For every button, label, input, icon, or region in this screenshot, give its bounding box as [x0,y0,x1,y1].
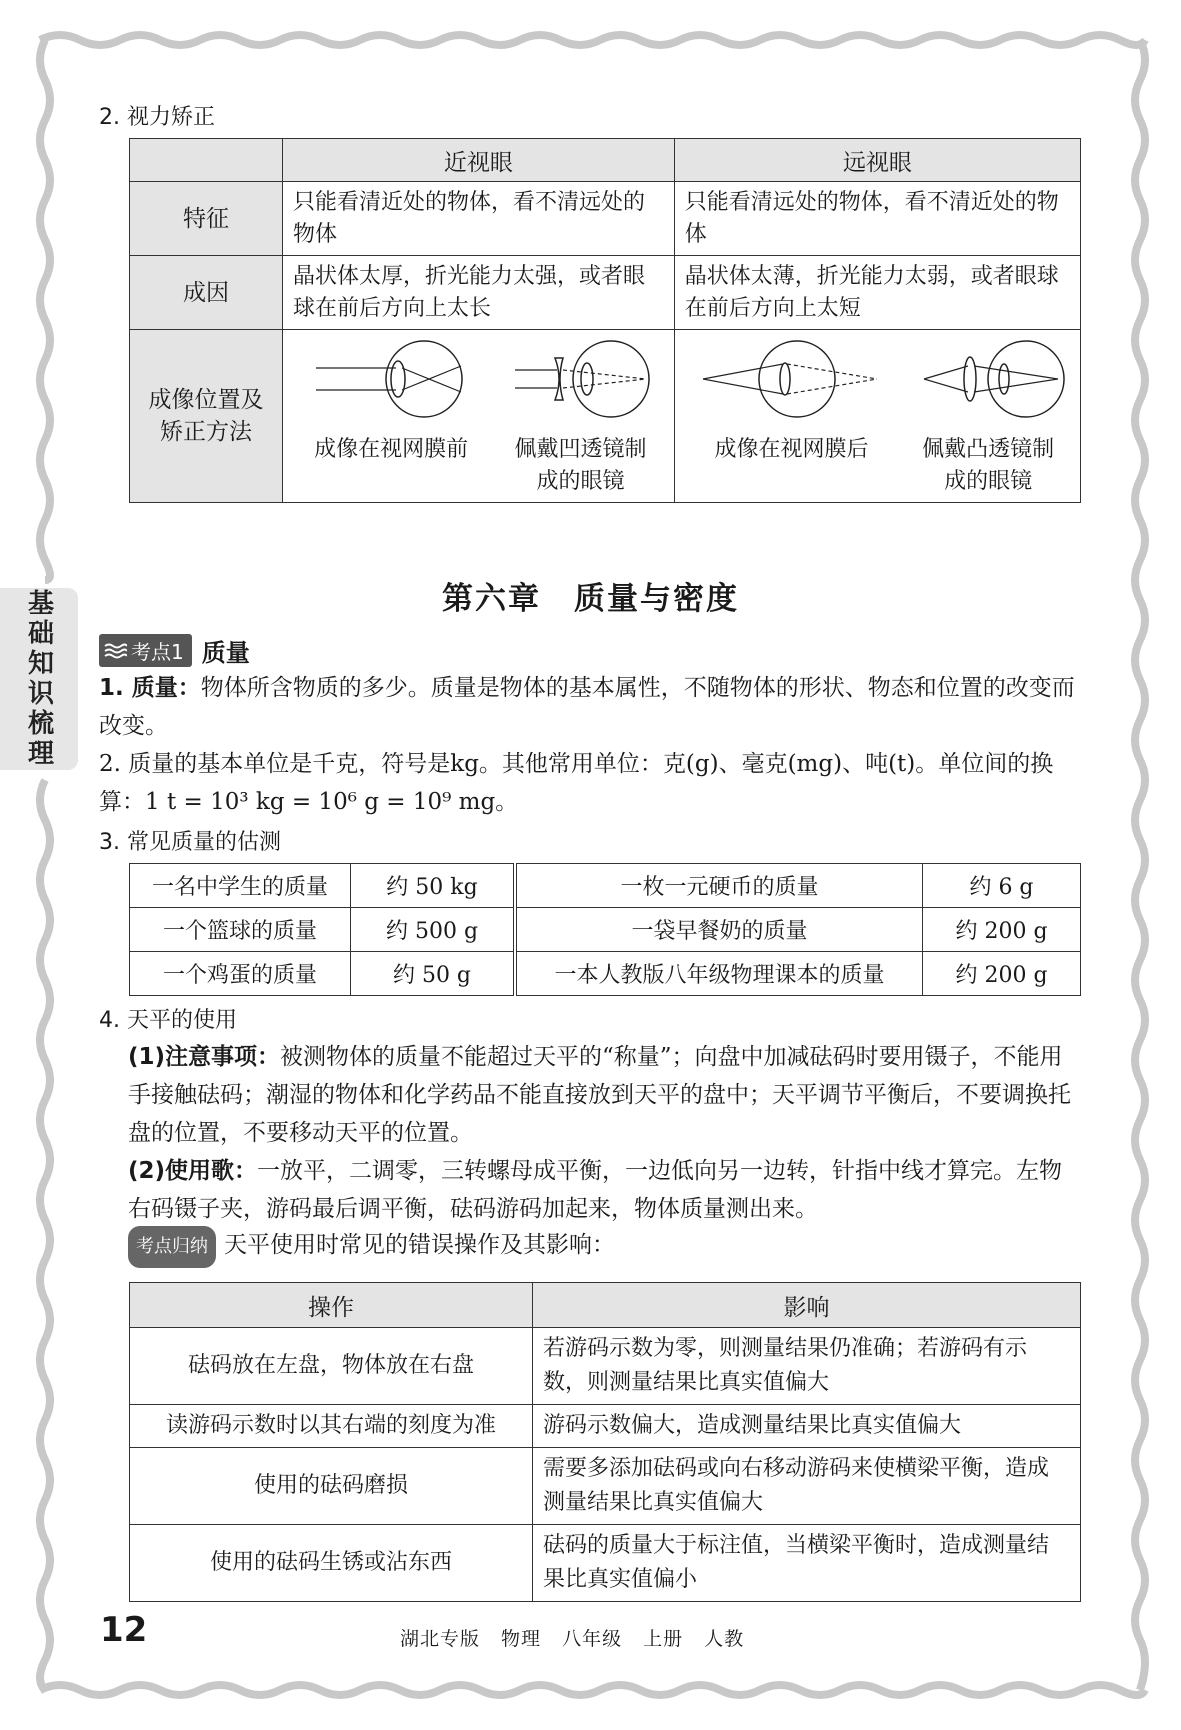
point-2: 2. 质量的基本单位是千克，符号是kg。其他常用单位：克(g)、毫克(mg)、吨(t)。单位间的换算：1 t = 10³ kg = 10⁶ g = 10⁹ mg。 [99,751,1054,815]
effect-cell: 砝码的质量大于标注值，当横梁平衡时，造成测量结果比真实值偏小 [533,1525,1081,1602]
row-label-cause: 成因 [130,256,283,330]
mass-cell: 一个鸡蛋的质量 [130,952,351,996]
caption-hyperopia-image: 成像在视网膜后 [714,437,869,462]
caption-hyperopia-fix: 佩戴凸透镜制成的眼镜 [922,437,1055,494]
myopia-eye-diagram [306,334,476,424]
mass-cell: 一名中学生的质量 [130,864,351,908]
point-1-text: 物体所含物质的多少。质量是物体的基本属性，不随物体的形状、物态和位置的改变而改变。 [99,675,1075,739]
wave-lines-icon [103,642,127,660]
myopia-corrected [511,334,651,498]
side-tab-label: 基础知识梳理 [23,589,54,769]
myopia-diagrams [283,330,675,503]
concave-lens-diagram [511,334,661,424]
table-corner [130,139,283,182]
operation-cell: 使用的砝码生锈或沾东西 [130,1525,533,1602]
mass-cell: 约 200 g [923,952,1081,996]
section-heading-vision: 2. 视力矫正 [99,105,215,130]
mass-cell: 一枚一元硬币的质量 [515,864,923,908]
kaodian-header [99,633,250,668]
summary-tag: 考点归纳 [128,1226,216,1268]
row-label-imaging: 成像位置及矫正方法 [130,330,283,503]
mass-cell: 约 500 g [351,908,516,952]
caption-myopia-image: 成像在视网膜前 [314,437,469,462]
column-header-myopia: 近视眼 [283,139,675,182]
operation-cell: 使用的砝码磨损 [130,1448,533,1525]
balance-error-table [129,1282,1081,1602]
column-header-hyperopia: 远视眼 [674,139,1080,182]
caption-myopia-fix: 佩戴凹透镜制成的眼镜 [514,437,647,494]
mass-cell: 一个篮球的质量 [130,908,351,952]
summary-line [128,1226,1078,1268]
mass-estimate-table [129,863,1081,996]
myopia-cause: 晶状体太厚，折光能力太强，或者眼球在前后方向上太长 [283,256,675,330]
mass-cell: 约 6 g [923,864,1081,908]
vision-correction-table [129,138,1081,503]
operation-cell: 读游码示数时以其右端的刻度为准 [130,1405,533,1448]
mass-cell: 约 200 g [923,908,1081,952]
mass-cell: 约 50 kg [351,864,516,908]
point-4-2 [128,1152,1078,1228]
kaodian-badge-label: 考点1 [131,640,184,664]
mass-cell: 约 50 g [351,952,516,996]
point-4-1 [128,1038,1078,1152]
page-number: 12 [100,1610,148,1650]
column-header-effect: 影响 [533,1283,1081,1328]
hyperopia-uncorrected [697,334,887,466]
effect-cell: 游码示数偏大，造成测量结果比真实值偏大 [533,1405,1081,1448]
point-4-2-text: 一放平，二调零，三转螺母成平衡，一边低向另一边转，针指中线才算完。左物右码镊子夹，游码最后调平衡，砝码游码加起来，物体质量测出来。 [128,1158,1063,1222]
point-4-heading: 4. 天平的使用 [99,1008,237,1033]
chapter-title: 第六章 质量与密度 [442,581,739,617]
hyperopia-diagrams [674,330,1080,503]
point-4-2-label: (2)使用歌： [128,1158,258,1184]
hyperopia-corrected [918,334,1058,498]
convex-lens-diagram [918,334,1078,424]
point-4-1-text: 被测物体的质量不能超过天平的“称量”；向盘中加减砝码时要用镊子，不能用手接触砝码；潮湿的物体和化学药品不能直接放到天平的盘中；天平调节平衡后，不要调换托盘的位置，不要移动天平的位置。 [128,1044,1071,1146]
point-3-heading: 3. 常见质量的估测 [99,830,281,855]
hyperopia-eye-diagram [697,334,887,424]
point-4-1-label: (1)注意事项： [128,1044,281,1070]
effect-cell: 需要多添加砝码或向右移动游码来使横梁平衡，造成测量结果比真实值偏大 [533,1448,1081,1525]
column-header-operation: 操作 [130,1283,533,1328]
hyperopia-feature: 只能看清远处的物体，看不清近处的物体 [674,182,1080,256]
mass-cell: 一本人教版八年级物理课本的质量 [515,952,923,996]
footer-info: 湖北专版 物理 八年级 上册 人教 [400,1628,745,1650]
hyperopia-cause: 晶状体太薄，折光能力太弱，或者眼球在前后方向上太短 [674,256,1080,330]
kaodian-badge [99,634,192,667]
row-label-feature: 特征 [130,182,283,256]
operation-cell: 砝码放在左盘，物体放在右盘 [130,1328,533,1405]
effect-cell: 若游码示数为零，则测量结果仍准确；若游码有示数，则测量结果比真实值偏大 [533,1328,1081,1405]
mass-cell: 一袋早餐奶的质量 [515,908,923,952]
kaodian-title: 质量 [201,639,250,667]
point-1 [99,669,1084,745]
myopia-uncorrected [306,334,476,466]
point-1-label: 1. 质量： [99,675,201,701]
myopia-feature: 只能看清近处的物体，看不清远处的物体 [283,182,675,256]
summary-text: 天平使用时常见的错误操作及其影响： [224,1232,615,1258]
